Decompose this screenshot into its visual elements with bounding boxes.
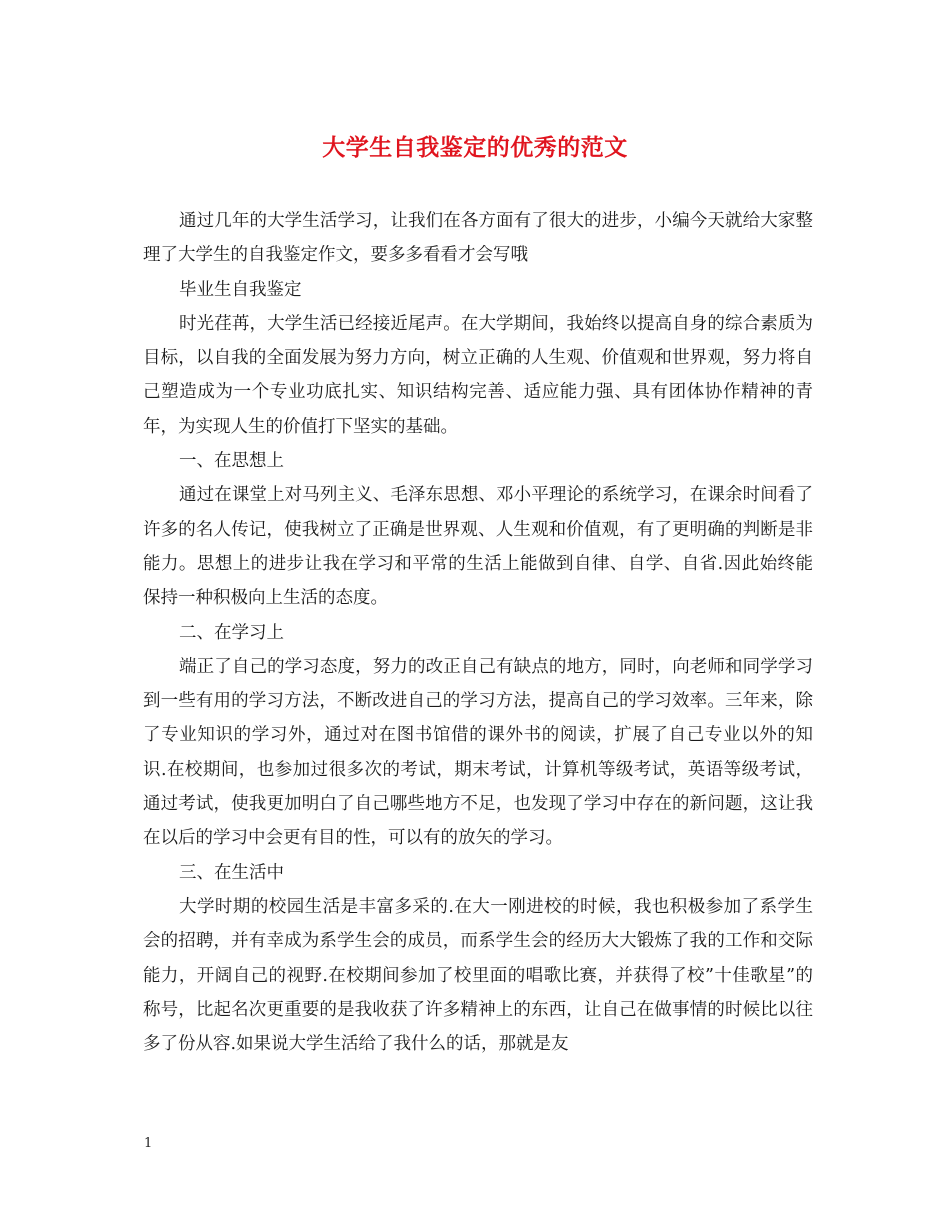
body-paragraph: 时光荏苒，大学生活已经接近尾声。在大学期间，我始终以提高自身的综合素质为目标，以自我的全面发展为努力方向，树立正确的人生观、价值观和世界观，努力将自己塑造成为一个专业功底扎实、知识结构完善、适应能力强、具有团体协作精神的青年，为实现人生的价值打下坚实的基础。 — [143, 313, 813, 437]
document-title: 大学生自我鉴定的优秀的范文 — [322, 135, 628, 161]
intro-paragraph: 通过几年的大学生活学习，让我们在各方面有了很大的进步，小编今天就给大家整理了大学生的自我鉴定作文，要多多看看才会写哦 — [143, 211, 813, 266]
page-number: 1 — [144, 1136, 153, 1151]
body-paragraph: 端正了自己的学习态度，努力的改正自己有缺点的地方，同时，向老师和同学学习到一些有用的学习方法，不断改进自己的学习方法，提高自己的学习效率。三年来，除了专业知识的学习外，通过对在图书馆借的课外书的阅读，扩展了自己专业以外的知识.在校期间，也参加过很多次的考试，期末考试，计算机等级考试，英语等级考试，通过考试，使我更加明白了自己哪些地方不足，也发现了学习中存在的新问题，这让我在以后的学习中会更有目的性，可以有的放矢的学习。 — [143, 656, 813, 849]
section-heading-life: 三、在生活中 — [179, 862, 284, 883]
body-paragraph: 大学时期的校园生活是丰富多采的.在大一刚进校的时候，我也积极参加了系学生会的招聘，并有幸成为系学生会的成员，而系学生会的经历大大锻炼了我的工作和交际能力，开阔自己的视野.在校期间参加了校里面的唱歌比赛，并获得了校”十佳歌星”的称号，比起名次更重要的是我收获了许多精神上的东西，让自己在做事情的时候比以往多了份从容.如果说大学生活给了我什么的话，那就是友 — [143, 896, 813, 1055]
section-heading-self-evaluation: 毕业生自我鉴定 — [179, 279, 302, 300]
section-heading-study: 二、在学习上 — [179, 622, 284, 643]
document-body — [143, 204, 813, 1061]
section-heading-thought: 一、在思想上 — [179, 451, 284, 472]
body-paragraph: 通过在课堂上对马列主义、毛泽东思想、邓小平理论的系统学习，在课余时间看了许多的名人传记，使我树立了正确是世界观、人生观和价值观，有了更明确的判断是非能力。思想上的进步让我在学习和平常的生活上能做到自律、自学、自省.因此始终能保持一种积极向上生活的态度。 — [143, 485, 813, 609]
